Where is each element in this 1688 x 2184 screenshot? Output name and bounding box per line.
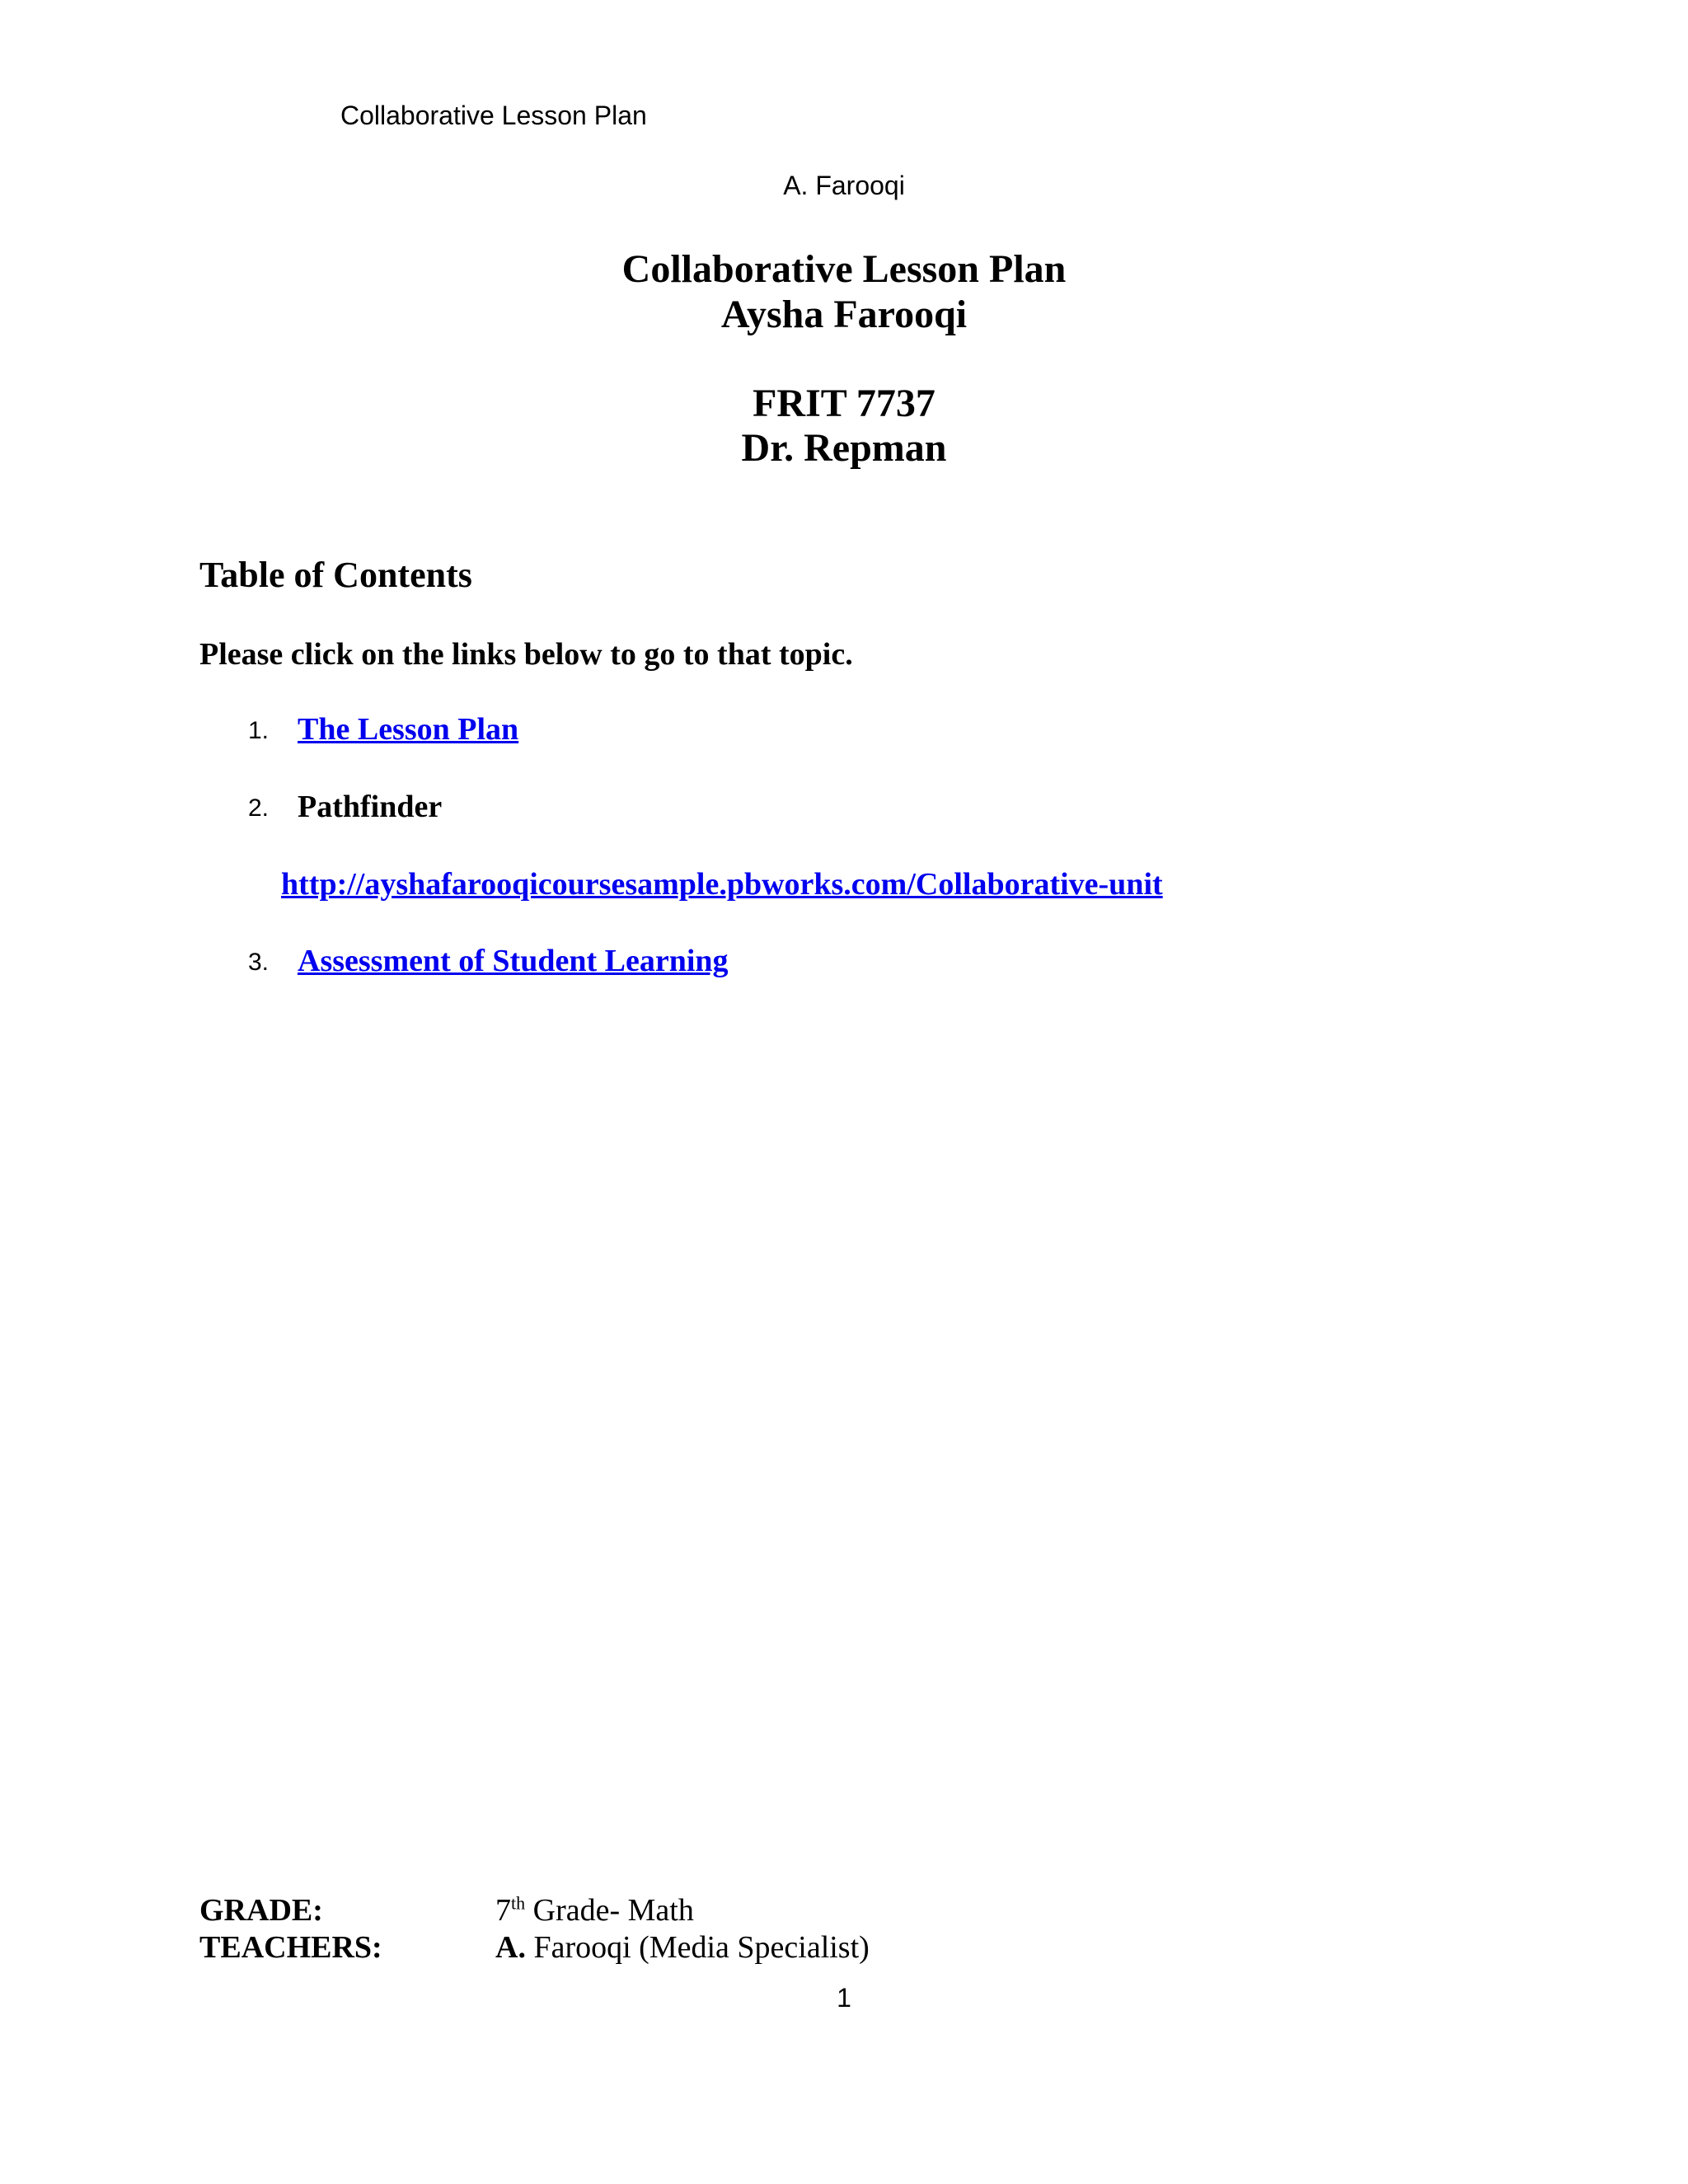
grade-suffix: th: [511, 1892, 526, 1914]
teacher-rest: Farooqi (Media Specialist): [525, 1930, 870, 1965]
pathfinder-url-link[interactable]: http://ayshafarooqicoursesample.pbworks.com/Collaborative-unit: [281, 867, 1163, 902]
grade-value: [495, 1892, 694, 1929]
running-header-author: A. Farooqi: [783, 171, 905, 200]
teachers-label: TEACHERS:: [199, 1930, 382, 1965]
page-number: 1: [837, 1983, 851, 2013]
toc-item-number: 3.: [248, 949, 270, 976]
toc-item-number: 1.: [248, 717, 270, 744]
running-header-title: Collaborative Lesson Plan: [340, 101, 647, 130]
document-title: Collaborative Lesson Plan: [621, 247, 1067, 291]
grade-rest: Grade- Math: [525, 1893, 694, 1928]
instructor-name: Dr. Repman: [741, 426, 947, 470]
toc-link-assessment[interactable]: Assessment of Student Learning: [298, 944, 729, 978]
toc-item-number: 2.: [248, 794, 270, 822]
document-author: Aysha Farooqi: [720, 293, 968, 336]
course-code: FRIT 7737: [753, 382, 935, 425]
teacher-initial: A.: [495, 1930, 526, 1965]
toc-intro: Please click on the links below to go to that topic.: [199, 637, 853, 672]
grade-label: GRADE:: [199, 1893, 323, 1928]
toc-item-pathfinder: Pathfinder: [298, 790, 443, 824]
toc-heading: Table of Contents: [199, 555, 472, 595]
toc-link-lesson-plan[interactable]: The Lesson Plan: [298, 712, 519, 747]
teachers-value: [495, 1929, 870, 1966]
grade-number: 7: [495, 1893, 511, 1928]
